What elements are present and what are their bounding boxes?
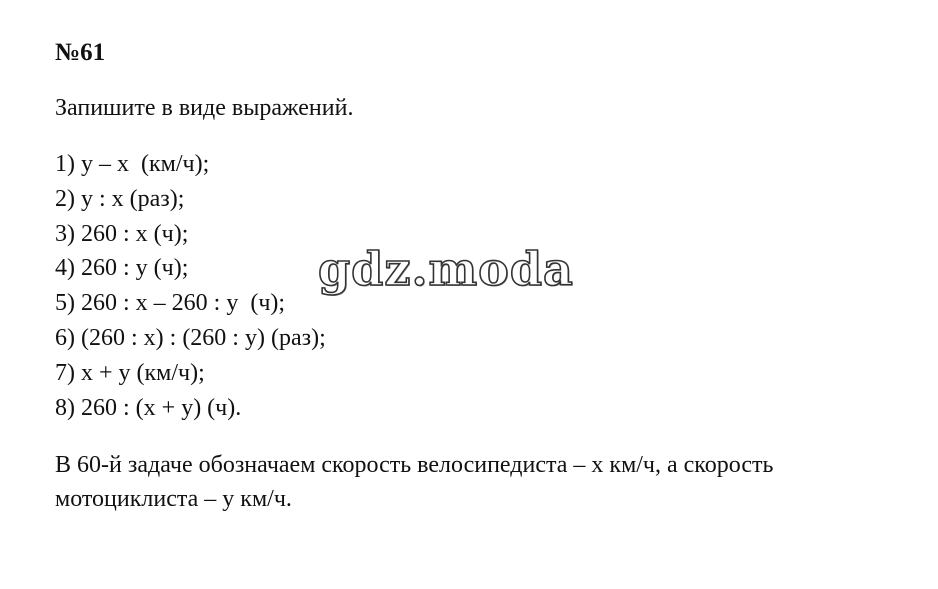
variable-note: В 60-й задаче обозначаем скорость велосипедиста – x км/ч, а скорость мотоциклиста – y км/ч. bbox=[55, 452, 774, 512]
answer-item-5: 5) 260 : x – 260 : y (ч); bbox=[55, 290, 286, 317]
answer-item-1: 1) y – x (км/ч); bbox=[55, 151, 210, 177]
task-instruction: Запишите в виде выражений. bbox=[55, 95, 354, 121]
answer-item-7: 7) x + y (км/ч); bbox=[55, 359, 205, 386]
answer-item-4: 4) 260 : y (ч); bbox=[55, 255, 189, 282]
answer-item-6: 6) (260 : x) : (260 : y) (раз); bbox=[55, 324, 326, 351]
answer-item-2: 2) y : x (раз); bbox=[55, 185, 185, 212]
answer-list bbox=[55, 147, 326, 425]
watermark-logo: gdz.moda bbox=[318, 242, 574, 296]
answer-item-3: 3) 260 : x (ч); bbox=[55, 220, 189, 247]
task-number: №61 bbox=[55, 39, 106, 66]
answer-item-8: 8) 260 : (x + y) (ч). bbox=[55, 394, 242, 421]
